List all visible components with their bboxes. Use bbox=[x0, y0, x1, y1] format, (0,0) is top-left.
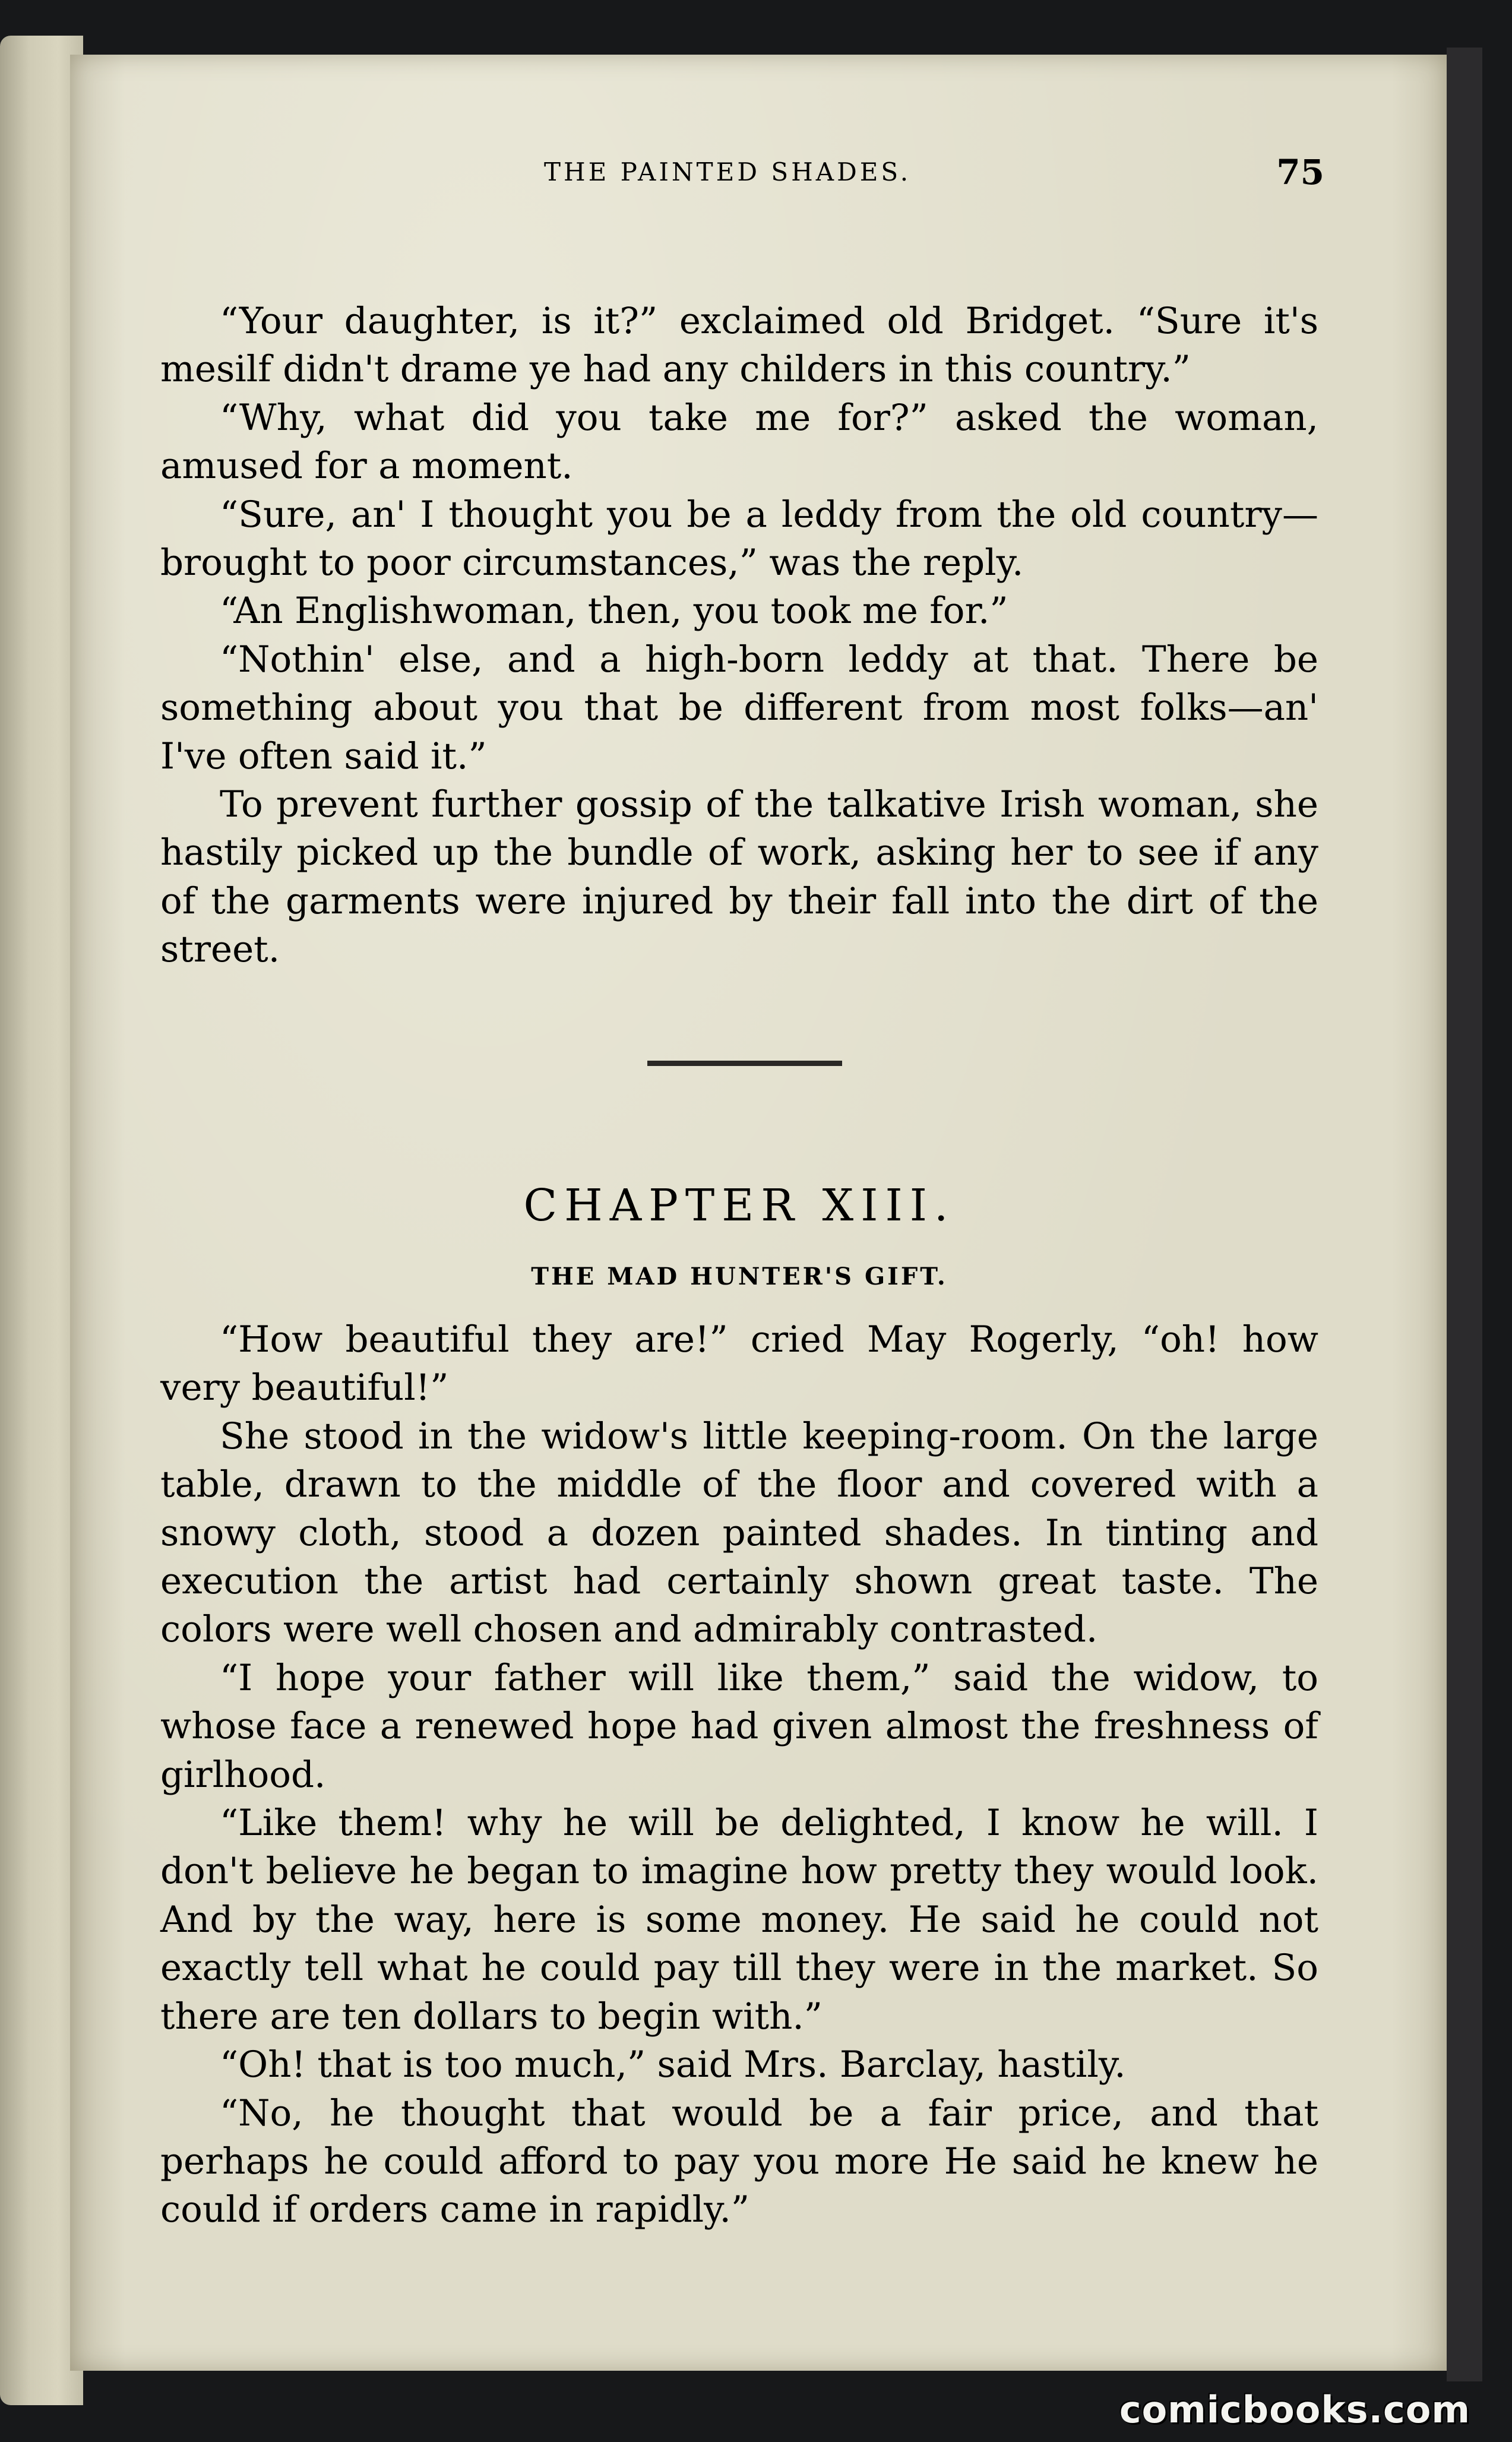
text-section-1 bbox=[160, 297, 1318, 974]
chapter-subtitle: THE MAD HUNTER'S GIFT. bbox=[531, 1263, 948, 1290]
page-number: 75 bbox=[1276, 152, 1324, 192]
paragraph: “How beautiful they are!” cried May Rogerly, “oh! how very beautiful!” bbox=[160, 1318, 1318, 1409]
book-cover-edge bbox=[1447, 48, 1482, 2381]
paragraph: “Why, what did you take me for?” asked the woman, amused for a moment. bbox=[160, 396, 1318, 488]
paragraph: “Nothin' else, and a high-born leddy at that. There be something about you that be different from most folks—an' I've often said it.” bbox=[160, 638, 1318, 777]
paragraph: “No, he thought that would be a fair price, and that perhaps he could afford to pay you more He said he knew he could if orders came in rapidly.” bbox=[160, 2092, 1318, 2231]
section-divider-rule bbox=[647, 1061, 842, 1066]
text-section-2 bbox=[160, 1315, 1318, 2234]
paragraph: “Oh! that is too much,” said Mrs. Barclay, hastily. bbox=[220, 2044, 1126, 2086]
paragraph: “Sure, an' I thought you be a leddy from the old country—brought to poor circumstances,” was the reply. bbox=[160, 493, 1318, 584]
running-head: THE PAINTED SHADES. bbox=[543, 157, 912, 186]
paragraph: To prevent further gossip of the talkative Irish woman, she hastily picked up the bundle of work, asking her to see if any of the garments were injured by their fall into the dirt of the street. bbox=[160, 783, 1318, 971]
chapter-title: CHAPTER XIII. bbox=[523, 1180, 956, 1231]
watermark: comicbooks.com bbox=[1119, 2388, 1470, 2431]
paragraph: “Like them! why he will be delighted, I know he will. I don't believe he began to imagine how pretty they would look. And by the way, here is some money. He said he could not exactly tell what he could pay till they were in the market. So there are ten dollars to begin with.” bbox=[160, 1802, 1318, 2038]
page-header bbox=[131, 148, 1324, 196]
paragraph: “Your daughter, is it?” exclaimed old Bridget. “Sure it's mesilf didn't drame ye had any childers in this country.” bbox=[160, 300, 1318, 391]
paragraph: “I hope your father will like them,” said the widow, to whose face a renewed hope had given almost the freshness of girlhood. bbox=[160, 1656, 1318, 1796]
paragraph: “An Englishwoman, then, you took me for.” bbox=[220, 590, 1008, 632]
paragraph: She stood in the widow's little keeping-room. On the large table, drawn to the middle of the floor and covered with a snowy cloth, stood a dozen painted shades. In tinting and execution the artist had certainly shown great taste. The colors were well chosen and admirably contrasted. bbox=[160, 1415, 1318, 1651]
